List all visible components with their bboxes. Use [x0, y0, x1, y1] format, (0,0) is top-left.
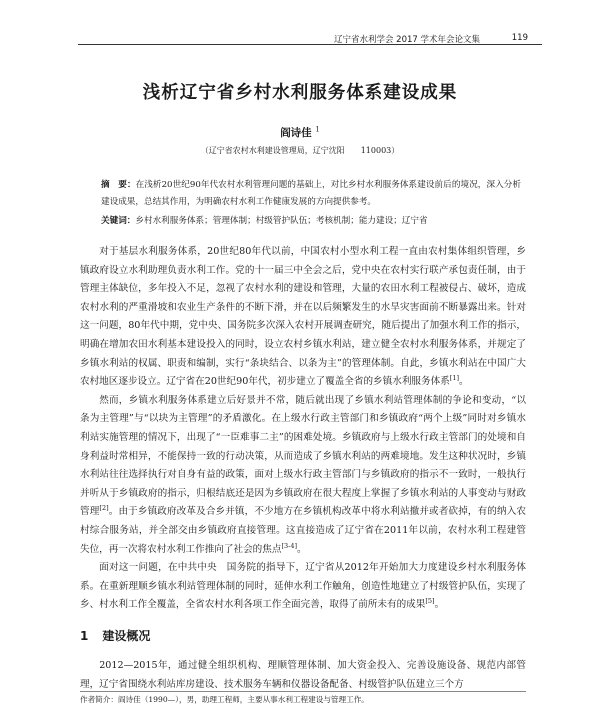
citation-5: [5] — [425, 597, 435, 606]
author-note-mark: 1 — [315, 125, 320, 134]
keywords-label: 关键词： — [101, 216, 136, 226]
section-1-body — [80, 657, 526, 694]
abstract-text: 在浅析20世纪90年代农村水利管理问题的基础上，对比乡村水利服务体系建设前后的境况，深入分析建设成果，总结其作用，为明确农村水利工作健康发展的方向提供参考。 — [101, 180, 521, 207]
paragraph-3-text: 面对这一问题，在中共中央 国务院的指导下，辽宁省从2012年开始加大力度建设乡村水利服务体系。在重新理顺乡镇水利站管理体制的同时，延伸水利工作触角，创造性地建立了村级管护队伍，实现了乡、村水利工作全覆盖，全省农村水利各项工作全面完善，取得了前所未有的成果 — [80, 562, 526, 611]
header-rule — [78, 44, 542, 45]
section-1-number: 1 — [80, 629, 89, 643]
journal-name: 辽宁省水利学会 2017 学术年会论文集 — [333, 35, 480, 45]
citation-1: [1] — [449, 373, 460, 382]
keywords — [101, 213, 521, 230]
abstract-label: 摘 要： — [101, 180, 136, 190]
author-line — [0, 125, 600, 140]
running-header — [0, 0, 600, 46]
author-affiliation: （辽宁省农村水利建设管理局，辽宁沈阳 110003） — [200, 146, 400, 155]
abstract — [101, 177, 521, 211]
section-1-heading — [80, 627, 150, 644]
page-number: 119 — [511, 33, 528, 43]
paragraph-1-text: 对于基层水利服务体系，20世纪80年代以前，中国农村小型水利工程一直由农村集体组织管理，乡镇政府设立水利助理负责水利工作。党的十一届三中全会之后，党中央在农村实行联产承包责任制，由于管理主体缺位，多年投入不足，忽视了农村水利的建设和管理，大量的农田水利工程被侵占、破坏，造成农村水利的严重滑坡和农业生产条件的不断下滑，并在以后频繁发生的水旱灾害面前不断暴露出来。针对这一问题，80年代中期，党中央、国务院多次深入农村开展调查研究，随后提出了加强水利工作的指示，明确在增加农田水利基本建设投入的同时，设立农村乡镇水利站，建立健全农村水利服务体系，并规定了乡镇水利站的权属、职责和编制，实行“条块结合、以条为主”的管理体制。自此，乡镇水利站在中国广大农村地区逐步设立。辽宁省在20世纪90年代，初步建立了覆盖全省的乡镇水利服务体系 — [80, 246, 526, 388]
section-1-paragraph: 2012—2015年，通过健全组织机构、理顺管理体制、加大资金投入、完善设施设备、规范内部管理，辽宁省围绕水利站库房建设、技术服务车辆和仪器设备配备、村级管护队伍建立三个方 — [80, 660, 526, 690]
article-title: 浅析辽宁省乡村水利服务体系建设成果 — [142, 83, 458, 103]
body-text — [80, 243, 526, 615]
paragraph-2-end: 。 — [297, 543, 307, 555]
paragraph-2-text-a: 然而，乡镇水利服务体系建立后好景并不常，随后就出现了乡镇水利站管理体制的争论和变动，“以条为主管理”与“以块为主管理”的矛盾激化。在上级水行政主管部门和乡镇政府“两个上级”同时对乡镇水利站实施管理的情况下，出现了“一臣难事二主”的困难处境。乡镇政府与上级水行政主管部门的处境和自身利益时常相异，不能保持一致的行动决策，从而造成了乡镇水利站的两难境地。发生这种状况时，乡镇水利站往往选择执行对自身有益的政策，面对上级水行政主管部门与乡镇政府的指示不一致时，一般执行并听从于乡镇政府的指示，归根结底还是因为乡镇政府在很大程度上掌握了乡镇水利站的人事变动与财政管理 — [80, 394, 526, 518]
keywords-text: 乡村水利服务体系；管理体制；村级管护队伍；考核机制；能力建设；辽宁省 — [135, 216, 428, 226]
paragraph-2 — [80, 392, 526, 559]
paragraph-1 — [80, 243, 526, 392]
footnote-rule — [80, 691, 526, 692]
author-footnote: 作者简介：阎诗佳（1990—），男，助理工程师，主要从事水利工程建设与管理工作。 — [80, 695, 369, 704]
paragraph-1-end: 。 — [459, 376, 469, 388]
section-1-title: 建设概况 — [102, 629, 151, 643]
citation-3-4: [3-4] — [281, 541, 298, 550]
author-name: 阎诗佳 — [280, 127, 312, 139]
paragraph-2-text-b: 。由于乡镇政府改革及合乡并镇，不少地方在乡镇机构改革中将水利站撤并或者砍掉，有的纳入农村综合服务站，并全部交由乡镇政府直接管理。这直接造成了辽宁省在2011年以前，农村水利工程建管失位，再一次将农村水利工作推向了社会的焦点 — [80, 506, 527, 555]
paragraph-3-end: 。 — [434, 599, 445, 611]
paragraph-3 — [80, 559, 526, 615]
citation-2: [2] — [99, 504, 109, 513]
